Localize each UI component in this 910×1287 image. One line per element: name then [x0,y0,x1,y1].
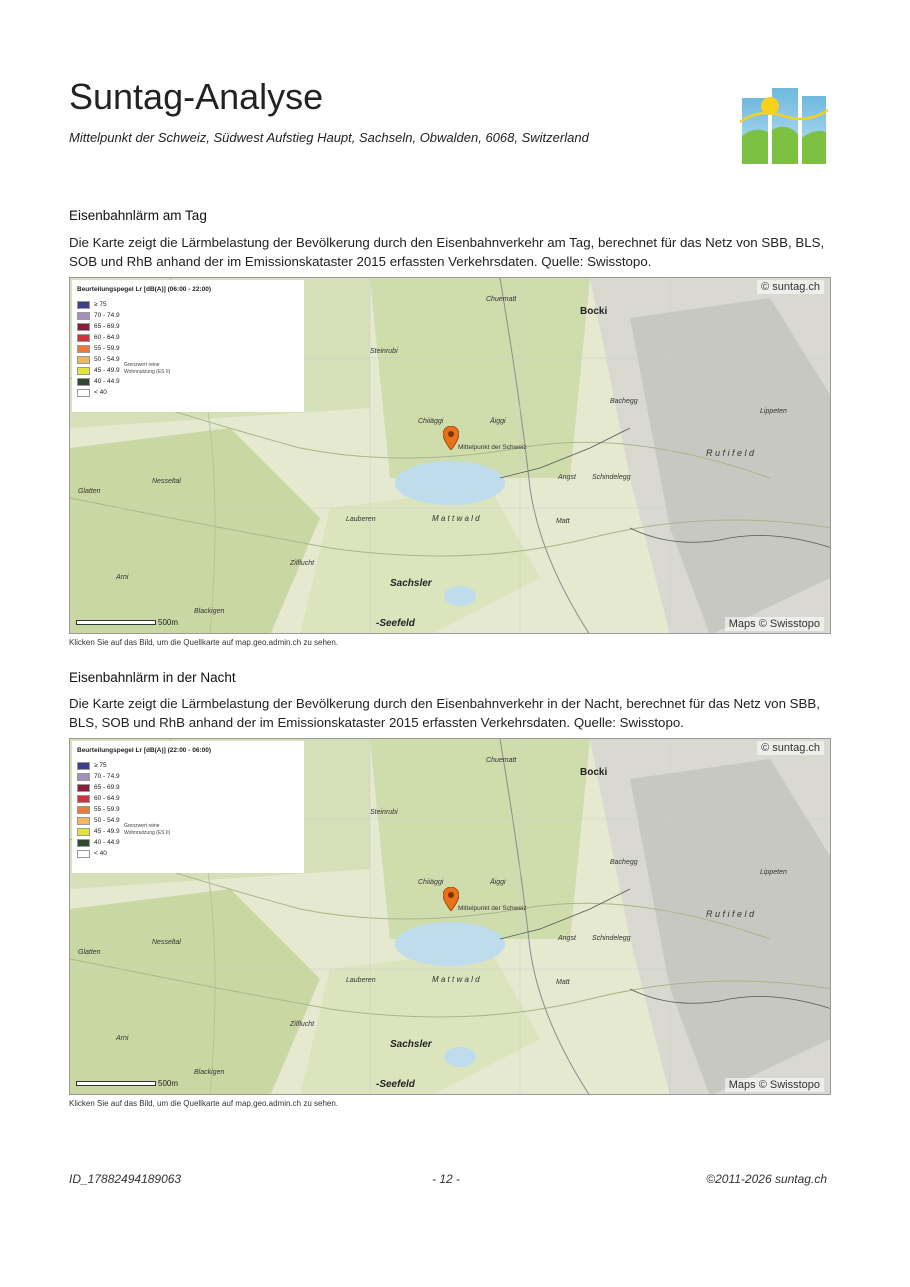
place-label: M a t t w a l d [432,975,480,984]
watermark: © suntag.ch [757,741,824,755]
place-label: Matt [556,979,570,986]
legend-title: Beurteilungspegel Lr [dB(A)] (06:00 - 22:00) [77,286,211,293]
place-label: M a t t w a l d [432,514,480,523]
legend-swatch [77,312,90,320]
place-label: Schindelegg [592,935,631,942]
legend-swatch [77,784,90,792]
place-label: -Seefeld [376,618,415,629]
legend-note: Grenzwert reine Wohnnutzung (ES II) [124,823,171,836]
legend-item: 65 - 69.9 [77,322,120,331]
legend-item: < 40 [77,849,107,858]
place-label: -Seefeld [376,1079,415,1090]
legend-note: Grenzwert reine Wohnnutzung (ES II) [124,362,171,375]
footer-copyright: ©2011-2026 suntag.ch [706,1172,827,1186]
place-label: R u f i f e l d [706,909,755,919]
place-label: Matt [556,518,570,525]
legend-swatch [77,356,90,364]
section-heading-day: Eisenbahnlärm am Tag [69,208,207,223]
map-attribution: Maps © Swisstopo [725,617,824,631]
legend-swatch [77,334,90,342]
legend-item: 70 - 74.9 [77,311,120,320]
legend-swatch [77,773,90,781]
legend-swatch [77,367,90,375]
place-label: Chuematt [486,757,517,764]
footer-id: ID_17882494189063 [69,1172,182,1186]
legend-swatch [77,828,90,836]
pin-label: Mittelpunkt der Schweiz [458,444,527,451]
suntag-logo [740,86,828,166]
section-text-day: Die Karte zeigt die Lärmbelastung der Bevölkerung durch den Eisenbahnverkehr am Tag, berechnet für das Netz von SBB, BLS, SOB und RhB anhand der im Emissionskataster 2015 erfassten Verkehrsdaten. Quelle: Swisstopo. [69,235,825,269]
place-label: Chiiäggi [418,879,444,886]
place-label: Lauberen [346,977,376,984]
scale-label: 500m [158,1079,179,1088]
legend-item: 60 - 64.9 [77,794,120,803]
watermark: © suntag.ch [757,280,824,294]
map-railway-noise-night[interactable] [69,738,831,1095]
legend-swatch [77,817,90,825]
place-label: Chiiäggi [418,418,444,425]
place-label: Lippeten [760,869,787,876]
legend-item: 45 - 49.9 [77,366,120,375]
place-label: Sachsler [390,1039,432,1050]
scale-bar [76,1078,179,1088]
place-label: Lauberen [346,516,376,523]
legend-swatch [77,839,90,847]
legend-swatch [77,301,90,309]
place-label: Blackigen [194,1069,225,1076]
place-label: Glatten [78,488,101,495]
place-label: Schindelegg [592,474,631,481]
legend-item: 55 - 59.9 [77,805,120,814]
section-text-night: Die Karte zeigt die Lärmbelastung der Bevölkerung durch den Eisenbahnverkehr in der Nacht, berechnet für das Netz von SBB, BLS, SOB und RhB anhand der im Emissionskataster 2015 erfassten Verkehrsdaten. Quelle: Swisstopo. [69,696,820,730]
place-label: Chuematt [486,296,517,303]
place-label: Bocki [580,767,608,778]
legend-swatch [77,806,90,814]
scale-bar [76,617,179,627]
place-label: Angst [558,474,576,481]
legend-item: 60 - 64.9 [77,333,120,342]
map-railway-noise-day[interactable] [69,277,831,634]
legend-item: 70 - 74.9 [77,772,120,781]
legend-swatch [77,378,90,386]
legend-item: 50 - 54.9 [77,816,120,825]
place-label: Zilflucht [290,560,315,567]
place-label: Angst [558,935,576,942]
legend-swatch [77,762,90,770]
map-caption-day: Klicken Sie auf das Bild, um die Quellkarte auf map.geo.admin.ch zu sehen. [69,638,339,647]
legend-item: 50 - 54.9 [77,355,120,364]
legend-item: 40 - 44.9 [77,838,120,847]
legend-item: 45 - 49.9 [77,827,120,836]
footer-page-number: - 12 - [432,1172,461,1186]
legend-title: Beurteilungspegel Lr [dB(A)] (22:00 - 06:00) [77,747,211,754]
legend-swatch [77,850,90,858]
place-label: Blackigen [194,608,225,615]
place-label: Bachegg [610,398,638,405]
legend-item: ≥ 75 [77,300,107,309]
map-caption-night: Klicken Sie auf das Bild, um die Quellkarte auf map.geo.admin.ch zu sehen. [69,1099,339,1108]
place-label: Bachegg [610,859,638,866]
place-label: Steinrubi [370,348,398,355]
place-label: R u f i f e l d [706,448,755,458]
page-title: Suntag-Analyse [69,76,324,117]
place-label: Arni [116,574,129,581]
section-heading-night: Eisenbahnlärm in der Nacht [69,670,236,685]
place-label: Nesseltal [152,939,181,946]
place-label: Äiggi [490,418,506,425]
pin-label: Mittelpunkt der Schweiz [458,905,527,912]
legend-item: 40 - 44.9 [77,377,120,386]
legend-swatch [77,323,90,331]
legend-item: ≥ 75 [77,761,107,770]
place-label: Lippeten [760,408,787,415]
legend-swatch [77,345,90,353]
map-attribution: Maps © Swisstopo [725,1078,824,1092]
place-label: Bocki [580,306,608,317]
legend-swatch [77,795,90,803]
legend-swatch [77,389,90,397]
legend-item: < 40 [77,388,107,397]
location-pin-icon [443,426,459,450]
page-subtitle: Mittelpunkt der Schweiz, Südwest Aufstieg Haupt, Sachseln, Obwalden, 6068, Switzerland [69,130,589,145]
scale-label: 500m [158,618,179,627]
place-label: Arni [116,1035,129,1042]
place-label: Zilflucht [290,1021,315,1028]
place-label: Nesseltal [152,478,181,485]
legend-item: 55 - 59.9 [77,344,120,353]
legend-item: 65 - 69.9 [77,783,120,792]
location-pin-icon [443,887,459,911]
place-label: Glatten [78,949,101,956]
place-label: Sachsler [390,578,432,589]
place-label: Steinrubi [370,809,398,816]
legend-panel [72,741,304,873]
place-label: Äiggi [490,879,506,886]
legend-panel [72,280,304,412]
